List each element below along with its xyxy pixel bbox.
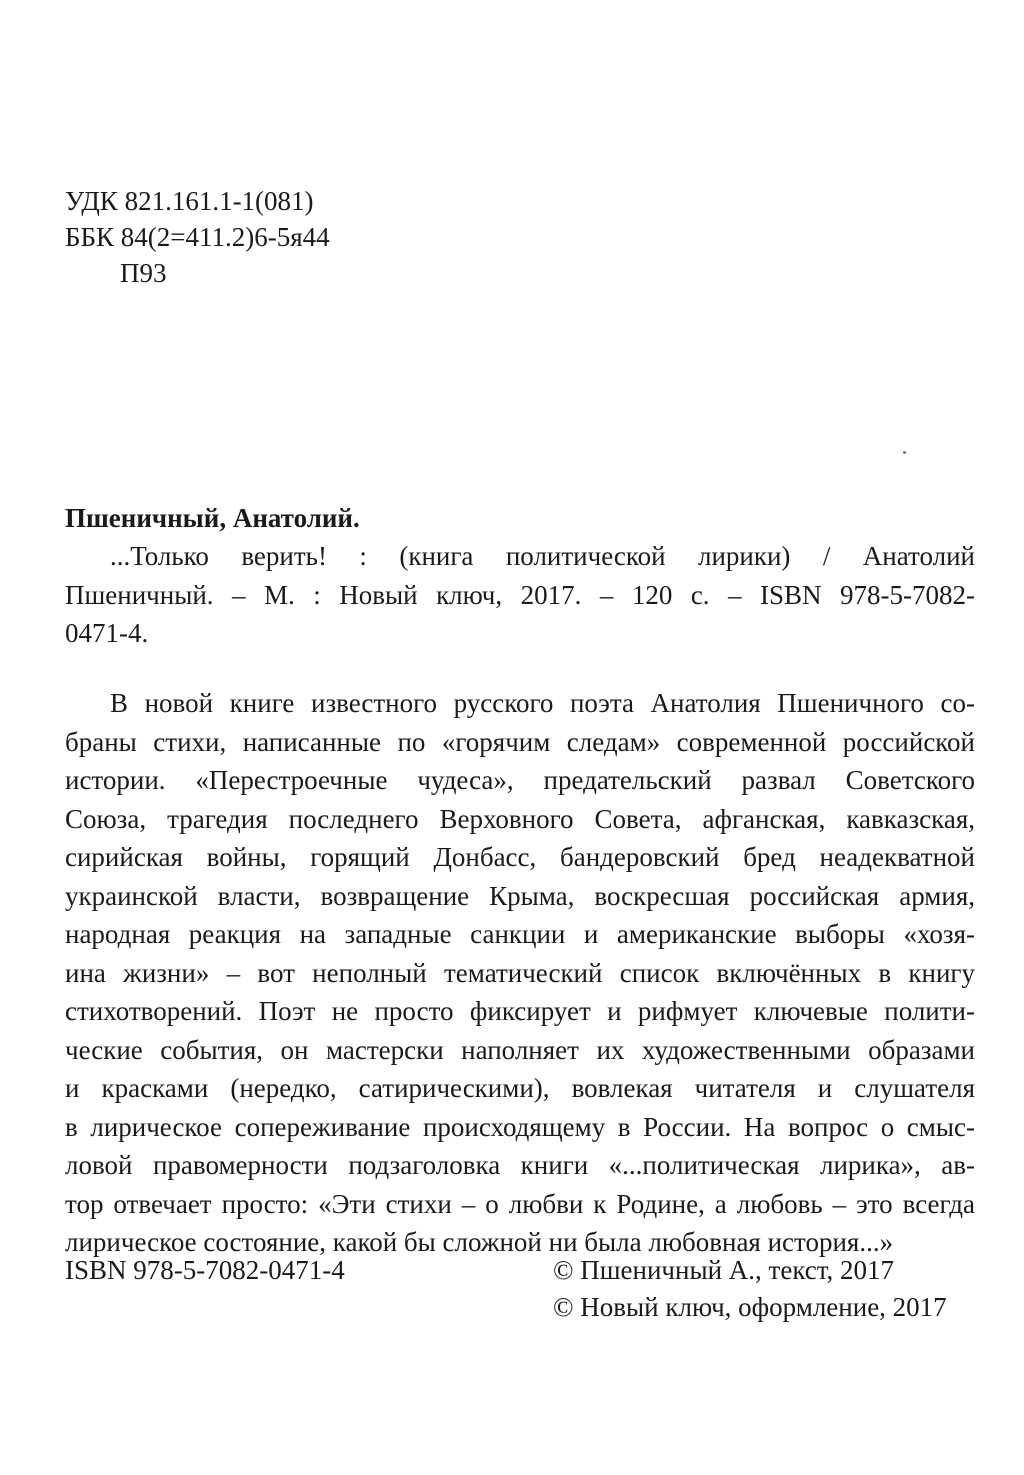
annotation-line: тор отвечает просто: «Эти стихи – о любви к Родине, а любовь – это всегда (65, 1190, 975, 1219)
bbk-code: ББК 84(2=411.2)6-5я44 (65, 222, 330, 252)
annotation-line: браны стихи, написанные по «горячим следам» современной российской (65, 728, 975, 757)
author-heading (65, 505, 360, 532)
record-line: Пшеничный. – М. : Новый ключ, 2017. – 120 с. – ISBN 978-5-7082- (65, 582, 975, 610)
annotation-line: ина жизни» – вот неполный тематический список включённых в книгу (65, 959, 975, 988)
author-heading-text: Пшеничный, Анатолий. (65, 503, 360, 533)
annotation-line: сирийская войны, горящий Донбасс, бандеровский бред неадекватной (65, 844, 975, 872)
annotation-line: ческие события, он мастерски наполняет их художественными образами (65, 1036, 975, 1065)
annotation-line: лирическое состояние, какой бы сложной ни была любовная история...» (65, 1229, 894, 1257)
copyright-design: © Новый ключ, оформление, 2017 (553, 1292, 947, 1322)
print-speck (903, 451, 906, 454)
udk-code: УДК 821.161.1-1(081) (65, 186, 314, 216)
annotation-line: стихотворений. Поэт не просто фиксирует и рифмует ключевые полити- (65, 998, 975, 1026)
author-mark: П93 (120, 258, 167, 288)
isbn: ISBN 978-5-7082-0471-4 (65, 1255, 345, 1285)
annotation-line: ловой правомерности подзаголовка книги «...политическая лирика», ав- (65, 1152, 975, 1180)
annotation-line: истории. «Перестроечные чудеса», предательский развал Советского (65, 767, 975, 795)
record-line: 0471-4. (65, 620, 149, 648)
annotation-line: Союза, трагедия последнего Верховного Совета, афганская, кавказская, (65, 805, 975, 834)
annotation-line: народная реакция на западные санкции и американские выборы «хозя- (65, 921, 975, 949)
annotation-line: и красками (нередко, сатирическими), вовлекая читателя и слушателя (65, 1075, 975, 1103)
annotation-line: украинской власти, возвращение Крыма, воскресшая российская армия, (65, 882, 975, 911)
copyright-text: © Пшеничный А., текст, 2017 (553, 1255, 895, 1285)
record-line: ...Только верить! : (книга политической лирики) / Анатолий (110, 543, 975, 571)
annotation-line: в лирическое сопереживание происходящему в России. На вопрос о смыс- (65, 1113, 975, 1142)
annotation-line: В новой книге известного русского поэта Анатолия Пшеничного со- (110, 690, 975, 718)
